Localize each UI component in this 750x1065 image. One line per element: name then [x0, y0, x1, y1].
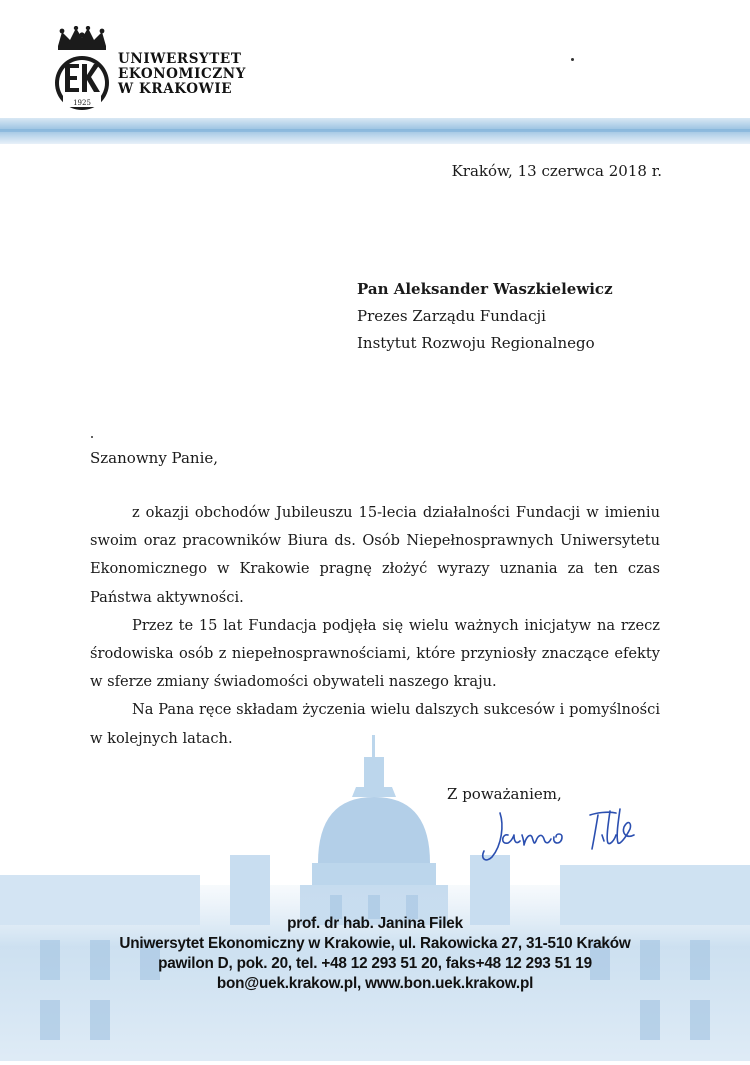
footer-contact — [0, 914, 750, 994]
footer-office: pawilon D, pok. 20, tel. +48 12 293 51 20, faks+48 12 293 51 19 — [158, 955, 592, 972]
footer-web: bon@uek.krakow.pl, www.bon.uek.krakow.pl — [216, 975, 534, 992]
closing-phrase: Z poważaniem, — [447, 785, 562, 803]
scan-speck — [91, 436, 93, 438]
footer-address: Uniwersytet Ekonomiczny w Krakowie, ul. Rakowicka 27, 31-510 Kraków — [119, 935, 631, 952]
header-band — [0, 118, 750, 144]
recipient-name: Pan Aleksander Waszkielewicz — [357, 280, 613, 298]
university-name — [118, 52, 246, 97]
recipient-block — [357, 276, 613, 357]
university-logo-icon — [52, 26, 112, 112]
university-name-line: W KRAKOWIE — [118, 81, 233, 97]
recipient-organization: Instytut Rozwoju Regionalnego — [357, 334, 595, 352]
letter-date: Kraków, 13 czerwca 2018 r. — [451, 162, 662, 180]
recipient-title: Prezes Zarządu Fundacji — [357, 307, 546, 325]
scan-speck — [571, 58, 574, 61]
university-name-line: UNIWERSYTET — [118, 51, 242, 67]
letter-body — [90, 499, 660, 753]
body-paragraph: Na Pana ręce składam życzenia wielu dalszych sukcesów i pomyślności w kolejnych latach. — [90, 701, 660, 747]
body-paragraph: Przez te 15 lat Fundacja podjęła się wielu ważnych inicjatyw na rzecz środowiska osób z niepełnosprawnościami, które przyniosły znaczące efekty w sferze zmiany świadomości obywateli naszego kraju. — [90, 616, 660, 691]
logo-year: 1925 — [73, 99, 91, 107]
salutation: Szanowny Panie, — [90, 449, 219, 467]
building-watermark-image — [0, 735, 750, 1061]
footer-signer: prof. dr hab. Janina Filek — [287, 915, 463, 932]
university-name-line: EKONOMICZNY — [118, 66, 246, 82]
body-paragraph: z okazji obchodów Jubileuszu 15-lecia działalności Fundacji w imieniu swoim oraz pracowników Biura ds. Osób Niepełnosprawnych Uniwersytetu Ekonomicznego w Krakowie pragnę złożyć wyrazy uznania za ten czas Państwa aktywności. — [90, 504, 660, 606]
handwritten-signature — [478, 805, 658, 867]
